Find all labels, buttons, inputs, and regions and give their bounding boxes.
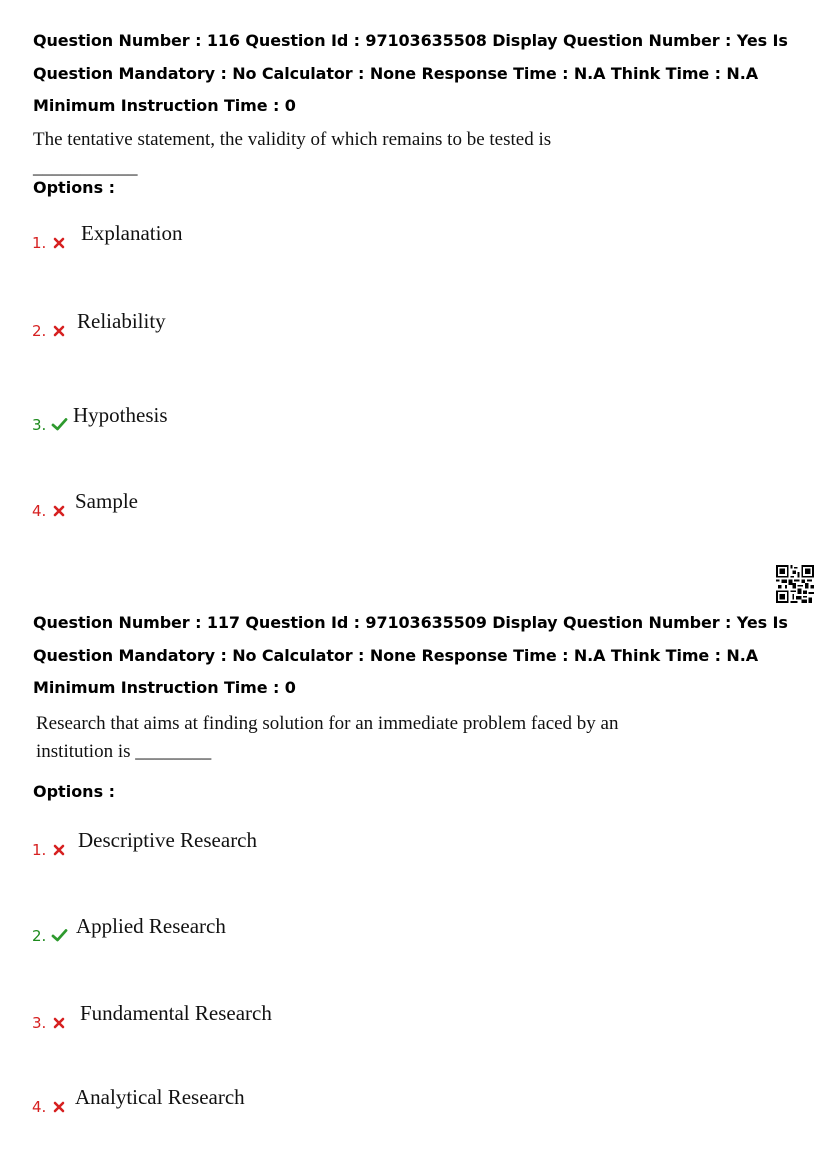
option-3[interactable] [32, 1002, 352, 1032]
option-number: 1. [32, 234, 47, 252]
qr-code-icon [776, 565, 814, 603]
option-number: 4. [32, 1098, 47, 1116]
options-label: Options : [33, 782, 116, 801]
option-text: Sample [75, 489, 138, 513]
option-number: 4. [32, 502, 47, 520]
option-number: 2. [32, 927, 47, 945]
question-117-text: Research that aims at finding solution for an immediate problem faced by an institution is ________ [36, 713, 619, 762]
question-117-meta: Question Number : 117 Question Id : 97103635509 Display Question Number : Yes Is Question Mandatory : No Calculator : None Response Time : N.A Think Time : N.A Minimum Instruction Time : 0 [33, 613, 788, 697]
option-number: 2. [32, 322, 47, 340]
cross-icon [52, 505, 66, 517]
question-116-text: The tentative statement, the validity of which remains to be tested is ___________ [33, 129, 552, 178]
option-number: 3. [32, 416, 47, 434]
cross-icon [52, 325, 66, 337]
option-3[interactable] [32, 404, 332, 434]
option-text: Hypothesis [73, 403, 168, 427]
cross-icon [52, 1101, 66, 1113]
option-4[interactable] [32, 1086, 352, 1116]
question-116-meta: Question Number : 116 Question Id : 97103635508 Display Question Number : Yes Is Question Mandatory : No Calculator : None Response Time : N.A Think Time : N.A Minimum Instruction Time : 0 [33, 31, 788, 115]
cross-icon [52, 1017, 66, 1029]
cross-icon [52, 237, 66, 249]
option-number: 1. [32, 841, 47, 859]
option-text: Fundamental Research [80, 1001, 272, 1025]
option-text: Reliability [77, 309, 166, 333]
option-2[interactable] [32, 310, 332, 340]
option-text: Applied Research [76, 914, 226, 938]
cross-icon [52, 844, 66, 856]
option-text: Descriptive Research [78, 828, 258, 852]
option-1[interactable] [32, 829, 352, 859]
options-label: Options : [33, 178, 116, 197]
option-text: Explanation [81, 221, 183, 245]
option-4[interactable] [32, 490, 332, 520]
check-icon [51, 417, 68, 431]
option-text: Analytical Research [75, 1085, 245, 1109]
option-number: 3. [32, 1014, 47, 1032]
option-2[interactable] [32, 915, 352, 945]
check-icon [51, 928, 68, 942]
option-1[interactable] [32, 222, 332, 252]
